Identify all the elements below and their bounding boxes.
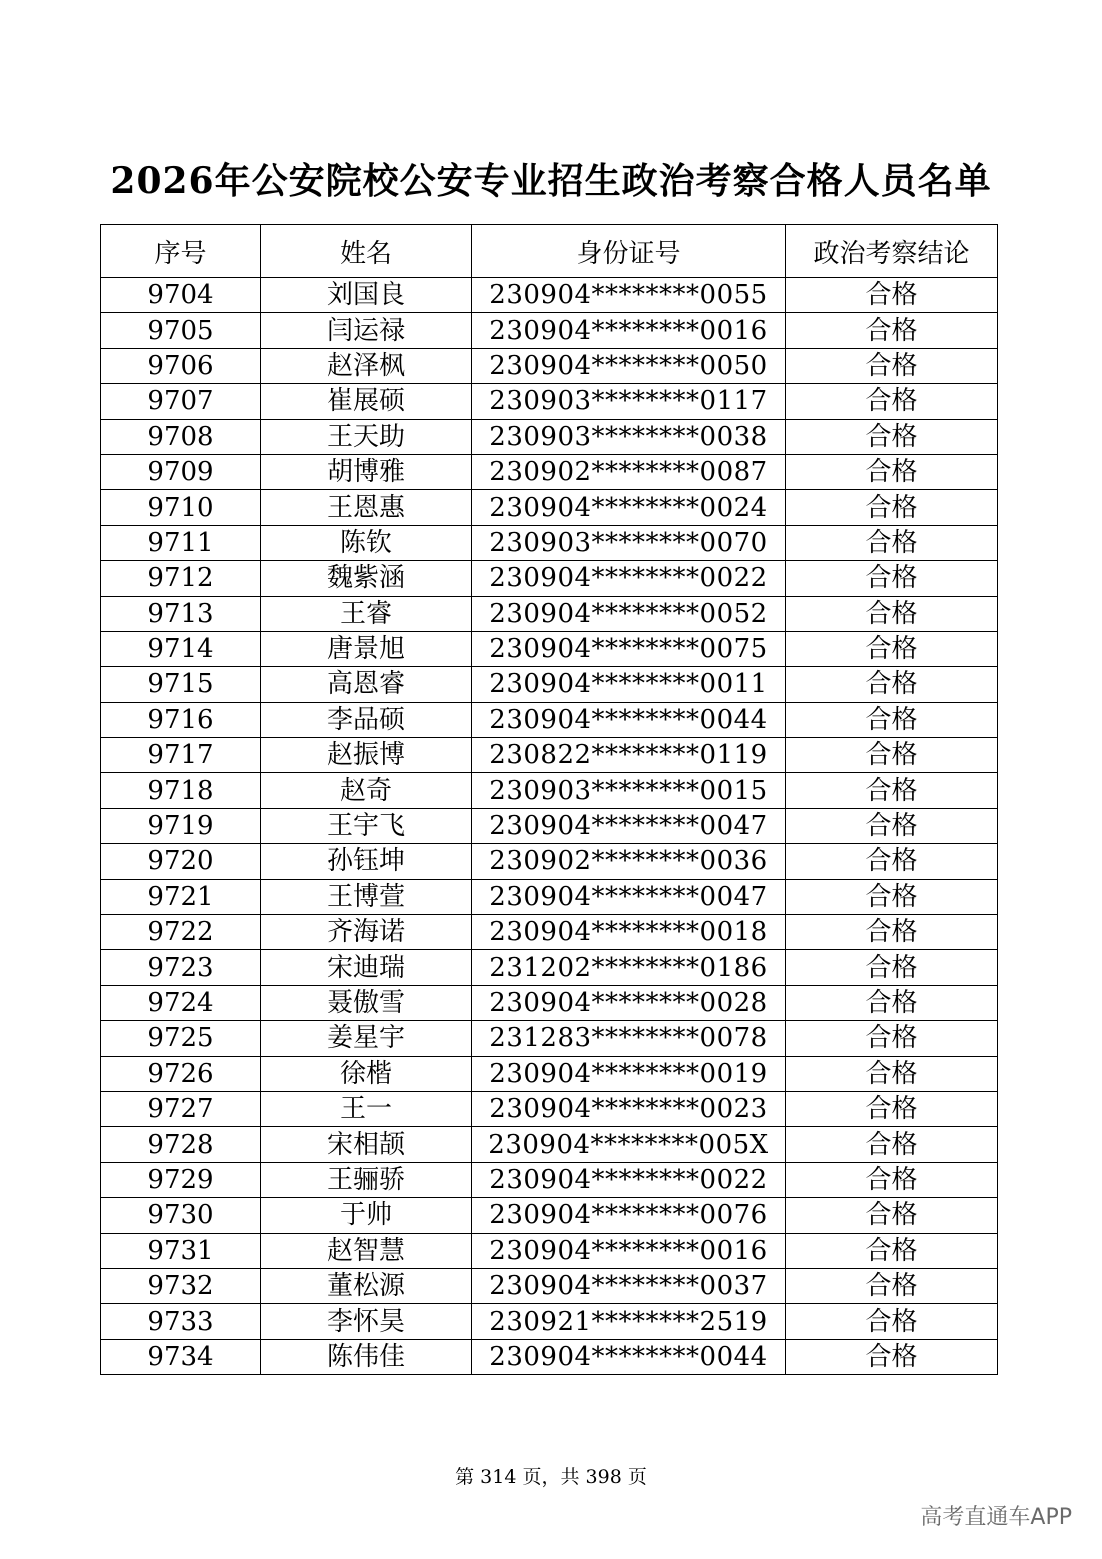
cell-name: 徐楷 [261,1056,472,1091]
cell-id-number: 230822********0119 [472,738,786,773]
cell-name: 高恩睿 [261,667,472,702]
cell-id-number: 230902********0036 [472,844,786,879]
cell-conclusion: 合格 [786,915,998,950]
table-row [101,490,998,525]
cell-id-number: 230903********0038 [472,419,786,454]
table-row [101,844,998,879]
cell-id-number: 230904********0047 [472,879,786,914]
table-row [101,313,998,348]
cell-name: 王睿 [261,596,472,631]
table-body [101,278,998,1375]
cell-id-number: 230903********0070 [472,525,786,560]
cell-conclusion: 合格 [786,348,998,383]
table-row [101,384,998,419]
cell-id-number: 230904********0022 [472,1162,786,1197]
table-row [101,1304,998,1339]
cell-name: 宋迪瑞 [261,950,472,985]
cell-seq: 9714 [101,631,261,666]
cell-seq: 9716 [101,702,261,737]
cell-conclusion: 合格 [786,1304,998,1339]
cell-seq: 9729 [101,1162,261,1197]
cell-conclusion: 合格 [786,631,998,666]
cell-conclusion: 合格 [786,454,998,489]
table-row [101,773,998,808]
cell-id-number: 230903********0117 [472,384,786,419]
header-conclusion: 政治考察结论 [786,225,998,278]
cell-name: 聂傲雪 [261,985,472,1020]
cell-conclusion: 合格 [786,985,998,1020]
cell-name: 闫运禄 [261,313,472,348]
cell-id-number: 230904********0016 [472,313,786,348]
cell-name: 刘国良 [261,278,472,313]
table-row [101,348,998,383]
cell-conclusion: 合格 [786,419,998,454]
cell-id-number: 230904********0050 [472,348,786,383]
cell-conclusion: 合格 [786,1127,998,1162]
cell-name: 李怀昊 [261,1304,472,1339]
cell-seq: 9704 [101,278,261,313]
table-row [101,915,998,950]
cell-seq: 9726 [101,1056,261,1091]
cell-id-number: 230904********0019 [472,1056,786,1091]
cell-seq: 9725 [101,1021,261,1056]
header-seq: 序号 [101,225,261,278]
cell-seq: 9706 [101,348,261,383]
cell-seq: 9705 [101,313,261,348]
cell-id-number: 230904********0016 [472,1233,786,1268]
cell-conclusion: 合格 [786,702,998,737]
cell-conclusion: 合格 [786,1268,998,1303]
cell-seq: 9711 [101,525,261,560]
cell-conclusion: 合格 [786,808,998,843]
table-row [101,596,998,631]
table-row [101,454,998,489]
cell-name: 赵奇 [261,773,472,808]
table-row [101,525,998,560]
cell-conclusion: 合格 [786,596,998,631]
table-row [101,1091,998,1126]
cell-name: 李品硕 [261,702,472,737]
cell-seq: 9709 [101,454,261,489]
cell-name: 孙钰坤 [261,844,472,879]
cell-id-number: 230904********0047 [472,808,786,843]
cell-conclusion: 合格 [786,950,998,985]
cell-id-number: 230904********0037 [472,1268,786,1303]
cell-conclusion: 合格 [786,844,998,879]
cell-name: 姜星宇 [261,1021,472,1056]
table-row [101,702,998,737]
table-row [101,1021,998,1056]
cell-name: 王骊骄 [261,1162,472,1197]
cell-conclusion: 合格 [786,879,998,914]
table-row [101,1198,998,1233]
document-title: 2026年公安院校公安专业招生政治考察合格人员名单 [110,160,992,202]
cell-seq: 9710 [101,490,261,525]
cell-name: 赵泽枫 [261,348,472,383]
cell-name: 陈钦 [261,525,472,560]
cell-name: 胡博雅 [261,454,472,489]
table-header [101,225,998,278]
cell-name: 宋相颉 [261,1127,472,1162]
table-row [101,1339,998,1374]
cell-id-number: 231202********0186 [472,950,786,985]
cell-seq: 9724 [101,985,261,1020]
cell-name: 王博萱 [261,879,472,914]
cell-id-number: 231283********0078 [472,1021,786,1056]
cell-conclusion: 合格 [786,738,998,773]
cell-seq: 9732 [101,1268,261,1303]
table-row [101,278,998,313]
cell-conclusion: 合格 [786,278,998,313]
cell-seq: 9707 [101,384,261,419]
cell-id-number: 230904********005X [472,1127,786,1162]
cell-id-number: 230904********0076 [472,1198,786,1233]
cell-id-number: 230904********0055 [472,278,786,313]
cell-conclusion: 合格 [786,490,998,525]
table-row [101,879,998,914]
table-row [101,1162,998,1197]
cell-seq: 9722 [101,915,261,950]
cell-id-number: 230904********0028 [472,985,786,1020]
cell-id-number: 230904********0024 [472,490,786,525]
cell-conclusion: 合格 [786,1339,998,1374]
cell-id-number: 230904********0018 [472,915,786,950]
cell-name: 赵智慧 [261,1233,472,1268]
cell-seq: 9712 [101,561,261,596]
cell-conclusion: 合格 [786,1021,998,1056]
cell-name: 唐景旭 [261,631,472,666]
cell-conclusion: 合格 [786,1233,998,1268]
table-row [101,985,998,1020]
cell-conclusion: 合格 [786,773,998,808]
cell-conclusion: 合格 [786,1162,998,1197]
cell-name: 王宇飞 [261,808,472,843]
cell-id-number: 230904********0044 [472,1339,786,1374]
cell-id-number: 230902********0087 [472,454,786,489]
cell-id-number: 230904********0044 [472,702,786,737]
cell-conclusion: 合格 [786,384,998,419]
header-name: 姓名 [261,225,472,278]
cell-name: 王一 [261,1091,472,1126]
cell-seq: 9718 [101,773,261,808]
table-row [101,1268,998,1303]
header-row [101,225,998,278]
cell-conclusion: 合格 [786,1091,998,1126]
cell-name: 王天助 [261,419,472,454]
table-row [101,808,998,843]
table-row [101,631,998,666]
cell-seq: 9720 [101,844,261,879]
page-footer: 第 314 页，共 398 页 [455,1466,647,1488]
cell-conclusion: 合格 [786,1056,998,1091]
cell-name: 于帅 [261,1198,472,1233]
cell-id-number: 230904********0052 [472,596,786,631]
cell-seq: 9717 [101,738,261,773]
cell-seq: 9733 [101,1304,261,1339]
roster-table [100,224,998,1375]
table-row [101,1127,998,1162]
cell-name: 崔展硕 [261,384,472,419]
cell-conclusion: 合格 [786,561,998,596]
cell-conclusion: 合格 [786,313,998,348]
cell-id-number: 230904********0011 [472,667,786,702]
table-row [101,1233,998,1268]
cell-name: 陈伟佳 [261,1339,472,1374]
cell-seq: 9708 [101,419,261,454]
table-row [101,738,998,773]
cell-name: 王恩惠 [261,490,472,525]
cell-seq: 9734 [101,1339,261,1374]
cell-seq: 9730 [101,1198,261,1233]
cell-seq: 9715 [101,667,261,702]
cell-id-number: 230904********0023 [472,1091,786,1126]
cell-seq: 9728 [101,1127,261,1162]
cell-seq: 9721 [101,879,261,914]
table-row [101,950,998,985]
cell-name: 齐海诺 [261,915,472,950]
cell-id-number: 230904********0075 [472,631,786,666]
cell-seq: 9731 [101,1233,261,1268]
cell-seq: 9727 [101,1091,261,1126]
table-row [101,667,998,702]
cell-name: 赵振博 [261,738,472,773]
cell-seq: 9713 [101,596,261,631]
table-row [101,561,998,596]
cell-id-number: 230903********0015 [472,773,786,808]
cell-id-number: 230921********2519 [472,1304,786,1339]
header-id-number: 身份证号 [472,225,786,278]
table-row [101,1056,998,1091]
cell-name: 魏紫涵 [261,561,472,596]
cell-name: 董松源 [261,1268,472,1303]
cell-conclusion: 合格 [786,667,998,702]
cell-id-number: 230904********0022 [472,561,786,596]
cell-seq: 9723 [101,950,261,985]
table-row [101,419,998,454]
cell-conclusion: 合格 [786,1198,998,1233]
cell-conclusion: 合格 [786,525,998,560]
cell-seq: 9719 [101,808,261,843]
watermark-text: 高考直通车APP [920,1505,1072,1530]
